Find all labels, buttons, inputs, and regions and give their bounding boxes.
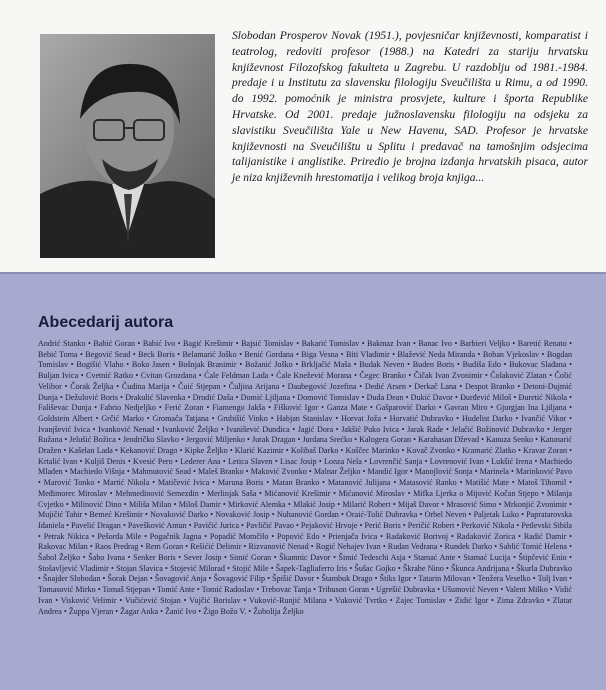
author-bio-text: Slobodan Prosperov Novak (1951.), povjesničar književnosti, komparatist i teatrolog, redoviti profesor (1988.) na Katedri za stariju hrvatsku književnost Filozofskog fakulteta u Zagrebu. U razdoblju od 1981.-1984. predaje i u Institutu za slavensku filologiju Sveučilišta u Rimu, a od 1990. do 1992. pomoćnik je ministra prosvjete, kulture i športa Republike Hrvatske. Od 2001. predaje južnoslavensku filologiju na odsjeku za slavistiku Sveučilišta Yale u New Havenu, SAD. Profesor je hrvatske književnosti na Sveučilištu u Splitu i predavač na tamošnjim odsjecima talijanistike i anglistike. Priredio je brojna izdanja hrvatskih pisaca, autor je niza književnih hrestomatija i velikog broja knjiga...: [232, 29, 588, 185]
section-title: Abecedarij autora: [38, 314, 174, 331]
author-portrait: [40, 34, 215, 258]
author-list: Andrić Stanko • Babić Goran • Babić Ivo • Bagić Krešimir • Bajsić Tomislav • Bakarić Tomislav • Bakmaz Ivan • Banac Ivo • Barbieri Veljko • Baretić Renato • Bebić Toma • Begović Sead • Beck Boris • Belamarić Joško • Benić Gordana • Biga Vesna • Biti Vladimir • Blažević Neda Miranda • Boban Vjekoslav • Bogdan Tomislav • Bogišić Vlaho • Boko Jasen • Bošnjak Branimir • Božanić Joško • Brkljačić Maša • Budak Neven • Buden Boris • Budiša Edo • Bukovac Slađana • Buljan Ivica • Cvetnić Ratko • Cvitan Grozdana • Ćale Feldman Lada • Ćale Knežević Morana • Čegec Branko • Čičak Ivan Zvonimir • Čolaković Zlatan • Čolić Velibor • Čorak Željka • Čudina Marija • Čuić Stjepan • Čuljina Arijana • Daubegović Jozefina • Dedić Arsen • Derkač Lana • Despot Branko • Detoni-Dujmić Dunja • Dežulović Boris • Drakulić Slavenka • Drndić Daša • Domić Ljiljana • Domović Tomislav • Duda Dean • Dukić Davor • Đurđević Miloš • Đuretić Nikola • Fališevac Dunja • Fabrio Nedjeljko • Ferić Zoran • Fiamengo Jakša • Fišković Igor • Ganza Mate • Gašparović Darko • Gavran Miro • Gjurgjan Ina Ljiljana • Goldstein Albert • Grčić Marko • Gromača Tatjana • Grubišić Vinko • Habjan Stanislav • Horvat Joža • Horvatić Dubravko • Hudelist Darko • Ivančić Vikor • Ivanjšević Ivica • Ivanković Nenad • Ivanković Željko • Ivanišević Dundica • Jagić Dora • Jakšić Puko Ivica • Jarak Rade • Jelačić Božinović Dubravko • Jerger Ružana • Jelušić Božica • Jendričko Slavko • Jergović Miljenko • Jurak Dragan • Jurdana Srećko • Kalogera Goran • Karahasan Dževad • Kanuza Senko • Katunarić Dražen • Kašelan Lada • Kekanović Drago • Kipke Željko • Klarić Kazimir • Kolibaš Darko • Koščec Marinko • Kovač Zvonko • Kramarić Zlatko • Kravar Zoran • Krtalić Ivan • Kuljiš Denis • Kvesić Pero • Lederer Ana • Letica Slaven • Lisac Josip • Lonza Nela • Lovrenčić Sanja • Lovrenović Ivan • Lukšić Irena • Machiedo Mladen • Machiedo Višnja • Mahmutović Sead • Maleš Branko • Maković Zvonko • Malnar Željko • Mandić Igor • Manojlović Sonja • Marinela • Marinković Pavo • Marović Tonko • Martić Nikola • Matičević Ivica • Maruna Boris • Matan Branko • Matanović Julijana • Matasović Ranko • Matišić Mate • Matoš Tihomil • Međimorec Miroslav • Mehmedinović Semezdin • Merlinjak Saša • Mićanović Krešimir • Mićanović Miroslav • Mifka Ljerka o Mijović Kočan Stjepo • Milanja Cvjetko • Milinović Dino • Miliša Milan • Miloš Damir • Mirković Alemka • Mlakić Josip • Milarić Robert • Mijaš Davor • Mrasović Simo • Mrkonjić Zvonimir • Mujičić Tahir • Bemeć Krešimir • Novaković Darko • Novaković Josip • Nuhanović Gordan • Oraić-Tolić Dubravka • Orbel Neven • Paljetak Luko • Papratarovska Idaniela • Pavelić Dragan • Pavešković Antun • Pavičić Jurica • Pavličić Pavao • Pejaković Hrvoje • Perić Boris • Peričić Robert • Perković Nikola • Petlevski Sibila • Petrak Nikica • Pešorda Mile • Pogačnik Jagna • Popadić Momčilo • Popović Edo • Prienjača Ivica • Radaković Borivoj • Radaković Zorica • Radić Damir • Rakovac Milan • Raos Predrag • Rem Goran • Rešićić Delimir • Rizvanović Nenad • Rogić Nehajev Ivan • Rudan Vedrana • Rundek Darko • Sablić Tomić Helena • Šabol Željko • Šabo Ivana • Senker Boris • Sever Josip • Simić Goran • Škamnic Davor • Šimić Tedeschi Asja • Stamać Ante • Stamać Lucija • Štipčević Enio • Stošavljević Vladimir • Stojan Slavica • Stojević Milorad • Stojić Mile • Šapek-Tagliaferro Iris • Šušac Gojko • Škrabe Nino • Škunca Andrijana • Škurla Dubravko • Šnajder Slobodan • Šorak Dejan • Šovagović Anja • Šovagović Filip • Špišić Davor • Štambuk Drago • Štiks Igor • Tatarin Milovan • Tenžera Veselko • Tolj Ivan • Tomasović Mirko • Tomaš Stjepan • Tomić Ante • Tomić Radoslav • Trebovac Tanja • Tribuson Goran • Ugrešić Dubravka • Ušumović Neven • Valent Milko • Vidić Ivan • Visković Velimir • Vučićević Stojan • Vujčić Borislav • Vuković-Runjić Milana • Vuković Tvrtko • Zajec Tomislav • Zidić Igor • Zima Zdravko • Zlatar Andrea • Župpa Vjeran • Žagar Anka • Žanić Ivo • Žigo Božo V. • Žuboliја Željko: [38, 339, 572, 616]
author-bio-panel: [0, 0, 606, 274]
